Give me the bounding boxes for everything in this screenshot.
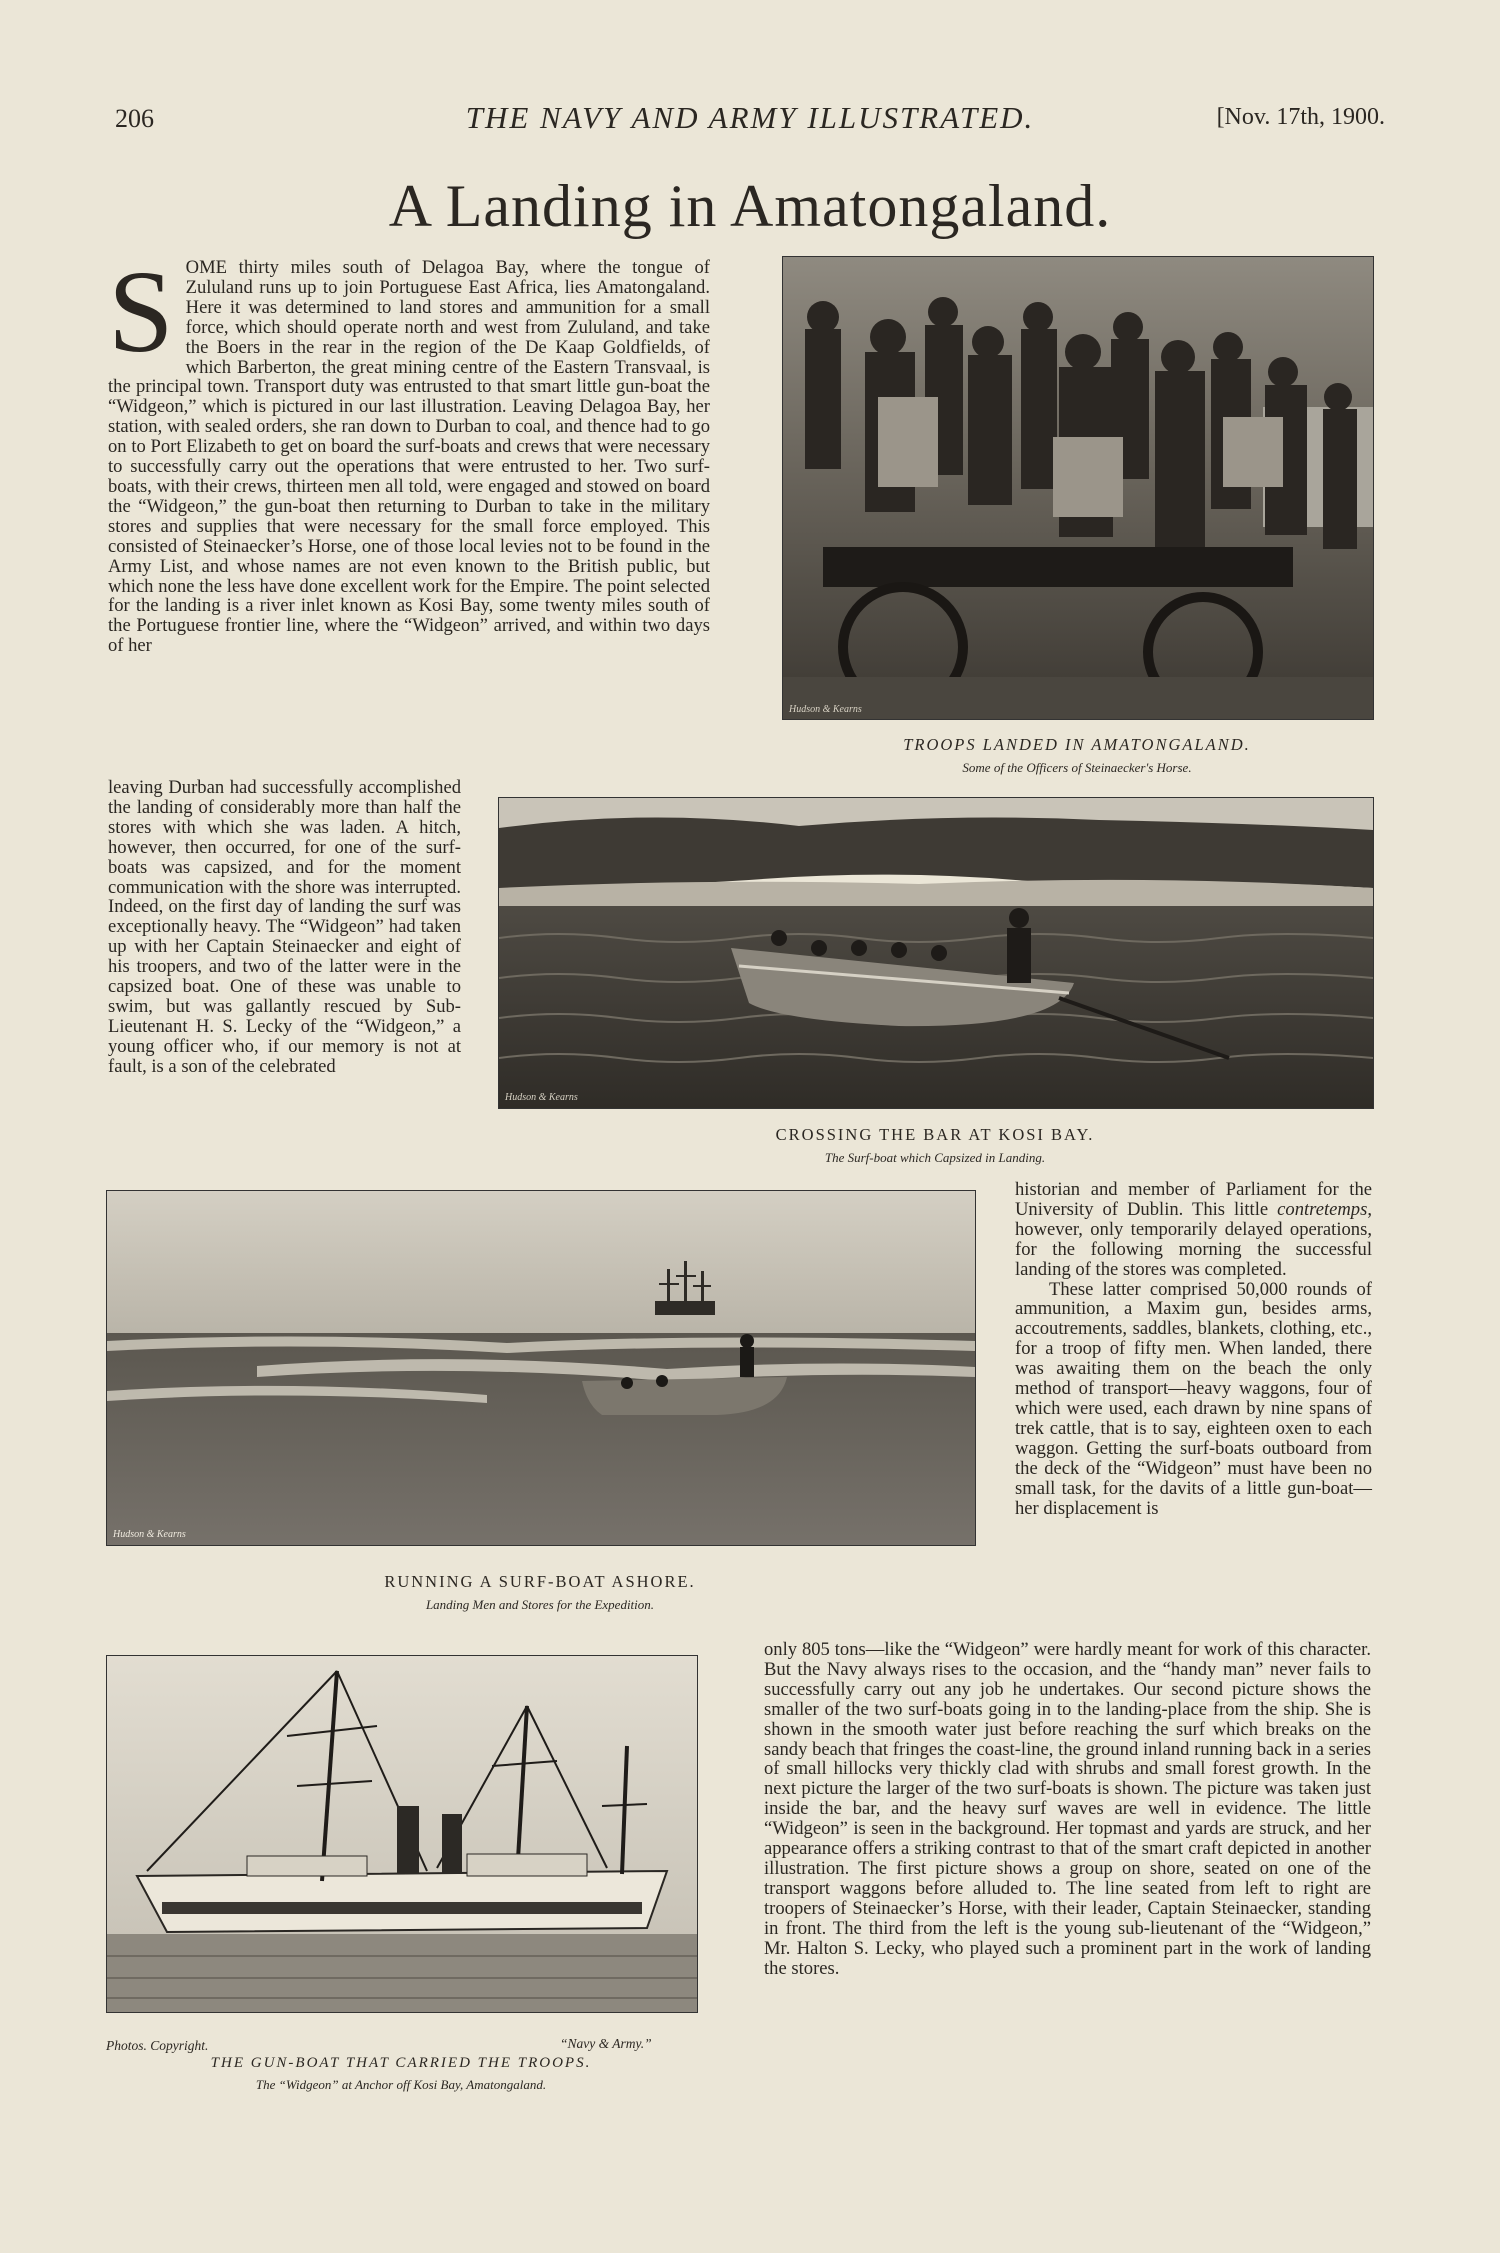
article-text-col1-narrow (108, 778, 461, 1170)
article-text-col1-top (108, 246, 710, 778)
photo-mark: Hudson & Kearns (505, 1092, 578, 1103)
crossing-bar-image (499, 798, 1373, 1108)
article-title: A Landing in Amatongaland. (388, 173, 1112, 239)
photo-copyright-left: Photos. Copyright. (106, 2038, 209, 2053)
troops-group-image (783, 257, 1373, 719)
caption-troops-landed (782, 735, 1372, 776)
drop-cap: S (108, 246, 174, 377)
photo-mark: Hudson & Kearns (789, 704, 862, 715)
caption-title: THE GUN-BOAT THAT CARRIED THE TROOPS. (210, 2055, 592, 2071)
issue-date: [Nov. 17th, 1900. (1216, 104, 1385, 130)
page-number: 206 (115, 104, 154, 133)
caption-crossing-bar (498, 1125, 1372, 1166)
article-paragraph-2: These latter comprised 50,000 rounds of ammunition, a Maxim gun, besides arms, accoutrements, saddles, blankets, clothing, etc., for a troop of fifty men. When landed, there was awaiting them on the beach the only method of transport—heavy waggons, four of which were used, each drawn by nine spans of trek cattle, that is to say, eighteen oxen to each waggon. Getting the surf-boats outboard from the deck of the “Widgeon” must have been no small task, for the davits of a little gun-boat—her displacement is (1015, 1278, 1372, 1519)
article-text-col2-wide (764, 1640, 1371, 2100)
article-paragraph-1: OME thirty miles south of Delagoa Bay, where the tongue of Zululand runs up to join Portuguese East Africa, lies Amatongaland. Here it was determined to land stores and ammunition for a small force, which should operate north and west from Zululand, and take the Boers in the rear in the region of the De Kaap Goldfields, of which Barberton, the great mining centre of the Eastern Transvaal, is the principal town. Transport duty was entrusted to that smart little gun-boat the “Widgeon,” which is pictured in our last illustration. Leaving Delagoa Bay, her station, with sealed orders, she ran down to Durban to coal, and thence had to go on to Port Elizabeth to get on board the surf-boats and crews that were necessary to successfully carry out the operations that were entrusted to her. Two surf-boats, with their crews, thirteen men all told, were engaged and stowed on board the “Widgeon,” the gun-boat then returning to Durban to take in the military stores and supplies that were necessary for the small force employed. This consisted of Steinaecker’s Horse, one of those local levies not to be found in the Army List, and whose names are not even known to the British public, but which none the less have done excellent work for the Empire. The point selected for the landing is a river inlet known as Kosi Bay, some twenty miles south of the Portuguese frontier line, where the “Widgeon” arrived, and within two days of her (108, 257, 710, 657)
italic-word: contretemps (1277, 1198, 1368, 1220)
caption-title: TROOPS LANDED IN AMATONGALAND. (903, 735, 1251, 754)
photo-troops-landed (782, 256, 1374, 720)
photo-mark: Hudson & Kearns (113, 1529, 186, 1540)
surf-boat-image (107, 1191, 975, 1545)
caption-subtitle: The Surf-boat which Capsized in Landing. (824, 1150, 1046, 1165)
caption-subtitle: The “Widgeon” at Anchor off Kosi Bay, Amatongaland. (255, 2077, 547, 2092)
gun-boat-image (107, 1656, 697, 2012)
caption-subtitle: Some of the Officers of Steinaecker's Horse. (962, 760, 1192, 775)
caption-title: RUNNING A SURF-BOAT ASHORE. (384, 1572, 696, 1591)
magazine-title: THE NAVY AND ARMY ILLUSTRATED. (465, 100, 1035, 135)
article-paragraph-1-cont: leaving Durban had successfully accomplished the landing of considerably more than half the stores with which she was laden. A hitch, however, then occurred, for one of the surf-boats was capsized, and for the moment communication with the shore was interrupted. Indeed, on the first day of landing the surf was exceptionally heavy. The “Widgeon” had taken up with her Captain Steinaecker and eight of his troopers, and two of the latter were in the capsized boat. One of these was unable to swim, but was gallantly rescued by Sub-Lieutenant H. S. Lecky of the “Widgeon,” a young officer who, if our memory is not at fault, is a son of the celebrated (108, 777, 461, 1077)
caption-title: CROSSING THE BAR AT KOSI BAY. (775, 1125, 1095, 1144)
caption-subtitle: Landing Men and Stores for the Expedition. (425, 1597, 655, 1612)
caption-gun-boat (106, 2055, 696, 2093)
article-paragraph-2-cont: only 805 tons—like the “Widgeon” were hardly meant for work of this character. But the Navy always rises to the occasion, and the “handy man” never fails to successfully carry out any job he undertakes. Our second picture shows the smaller of the two surf-boats going in to the landing-place from the ship. She is shown in the smooth water just before reaching the surf which breaks on the sandy beach that fringes the coast-line, the ground inland running back in a series of small hillocks very thickly clad with shrubs and small forest growth. In the next picture the larger of the two surf-boats is shown. The picture was taken just inside the bar, and the heavy surf waves are well in evidence. The little “Widgeon” is seen in the background. Her topmast and yards are struck, and her appearance offers a striking contrast to that of the smart craft depicted in another illustration. The first picture shows a group on shore, seated on one of the transport waggons before alluded to. The line seated from left to right are troopers of Steinaecker’s Horse, with their leader, Captain Steinaecker, standing in front. The third from the left is the young sub-lieutenant of the “Widgeon,” Mr. Halton S. Lecky, who played such a prominent part in the work of landing the stores. (764, 1639, 1371, 1979)
running-header (115, 100, 1385, 140)
photo-gun-boat (106, 1655, 698, 2013)
photo-copyright-right: “Navy & Army.” (560, 2036, 652, 2051)
photo-crossing-bar (498, 797, 1374, 1109)
article-text-span: , however, only temporarily delayed operations, for the following morning the successful landing of the stores was completed. (1015, 1198, 1372, 1280)
caption-surf-boat-ashore (106, 1572, 974, 1613)
article-text-span: historian and member of Parliament for the University of Dublin. This little (1015, 1179, 1372, 1220)
article-text-col2-narrow (1015, 1180, 1372, 1640)
photo-surf-boat-ashore (106, 1190, 976, 1546)
